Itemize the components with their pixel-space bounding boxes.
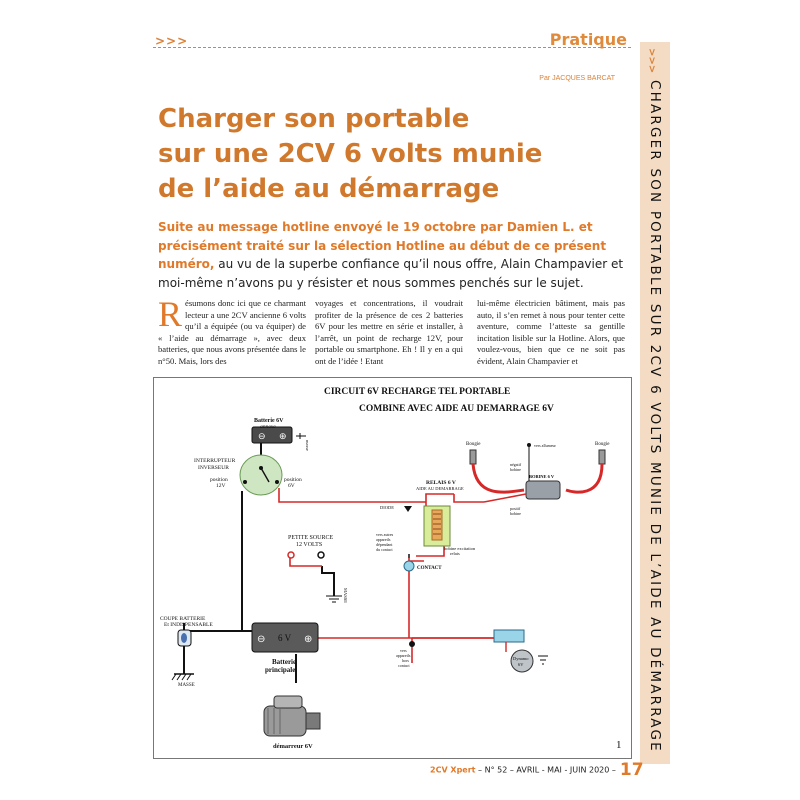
starter-motor [264, 696, 320, 750]
switch-12v: 12V [216, 483, 226, 489]
noncontact-1: vers [400, 648, 407, 653]
diagram-title-2: COMBINE AVEC AIDE AU DEMARRAGE 6V [359, 404, 554, 414]
diagram-title-1: CIRCUIT 6V RECHARGE TEL PORTABLE [324, 387, 511, 397]
spark-plug-right-label: Bougie [595, 442, 610, 447]
distributor-label: vers allumeur [534, 443, 556, 448]
lead-paragraph [158, 218, 628, 292]
annex-battery-label: Batterie 6V [254, 418, 284, 424]
switch-6v: 6V [288, 483, 295, 489]
noncontact-3: hors [402, 658, 409, 663]
svg-text:⊕: ⊕ [279, 431, 287, 441]
switch-label-1: INTERRUPTEUR [194, 458, 236, 464]
body-column-1 [158, 294, 306, 368]
diode-label: DIODE [380, 505, 394, 510]
main-battery-voltage: 6 V [278, 633, 292, 643]
relay-coil-label-1: bobine excitation [444, 546, 476, 551]
section-title: Pratique [549, 30, 627, 49]
wiring-diagram-svg [154, 378, 631, 758]
cutoff-label-1: COUPE BATTERIE [160, 616, 206, 622]
wiring-diagram [153, 377, 632, 759]
main-battery-label-2: principale [265, 666, 296, 674]
other-devices-2: appareils [376, 537, 391, 542]
page-number: 17 [619, 760, 644, 780]
source-label-2: 12 VOLTS [296, 542, 323, 548]
coil-positive-2: bobine [510, 511, 521, 516]
main-battery-label-1: Batterie [272, 658, 297, 666]
starter-label: démarreur 6V [273, 743, 313, 750]
switch-pos6: position [284, 477, 302, 483]
footer-issue: – N° 52 – AVRIL - MAI - JUIN 2020 – [475, 765, 616, 775]
body-column-1-text: ésumons donc ici que ce charmant lecteur a une 2CV ancienne 6 volts qu’il a équipée (ou va équiper) de « l’aide au démarrage », avec deux batteries, que nous avons présentée dans le n°50. Mais, lors des [158, 298, 306, 366]
title-line-3: de l’aide au démarrage [158, 174, 500, 204]
dynamo-voltage: 6V [518, 662, 524, 667]
coil-negative-1: négatif [510, 462, 522, 467]
relay-label-2: AIDE AU DEMARRAGE [416, 486, 464, 491]
coil-positive-1: positif [510, 506, 521, 511]
byline: Par JACQUES BARCAT [539, 75, 615, 82]
switch-pos12: position [210, 477, 228, 483]
title-line-1: Charger son portable [158, 104, 470, 134]
title-line-2: sur une 2CV 6 volts munie [158, 139, 543, 169]
contact-label: CONTACT [417, 566, 442, 571]
annex-masse-label: masse [305, 440, 310, 451]
battery-cutoff [160, 616, 213, 688]
coil-label: BOBINE 6 V [529, 474, 555, 479]
dynamo-label: Dynamo [513, 656, 529, 661]
other-devices-3: dépendant [376, 542, 393, 547]
noncontact-4: contact [398, 663, 410, 668]
drop-cap: R [158, 294, 183, 334]
diagram-page-number: 1 [616, 739, 622, 751]
lead-highlight: Suite au message hotline envoyé le 19 octobre par Damien L. et précisément traité sur la sélection Hotline au début de ce présent numéro, [158, 220, 607, 271]
noncontact-2: appareils [396, 653, 411, 658]
lead-rest: au vu de la superbe confiance qu’il nous offre, Alain Champavier et moi-même n’avons pu y résister et nous sommes penchés sur le sujet. [158, 257, 624, 290]
dynamo [494, 630, 548, 672]
body-column-2: voyages et concentrations, il voudrait profiter de la présence de ces 2 batteries 6V pour les mettre en série et installer, à l’arrêt, un point de recharge 12V, pour portable ou smartphone. Eh ! Il y en a qui ont de l’idée ! Etant [315, 298, 463, 366]
page-footer [430, 760, 650, 780]
annex-battery-sub: annexe [260, 424, 276, 430]
main-battery [252, 623, 318, 674]
cutoff-label-2: Et INDISPENSABLE [164, 622, 213, 628]
relay-label-1: RELAIS 6 V [426, 480, 456, 486]
article-title [158, 102, 628, 207]
other-devices-1: vers autres [376, 532, 394, 537]
switch-label-2: INVERSEUR [198, 465, 229, 471]
body-column-3: lui-même électricien bâtiment, mais pas auto, il s’en remet à nous pour tenter cette aventure, comme l’atteste sa gentille incitation lisible sur la Hotline. Alors, que voulez-vous, bien que ce ne soit pas évident, Alain Champavier et [477, 298, 625, 366]
other-devices-4: du contact [376, 547, 393, 552]
ignition-system [466, 442, 610, 516]
switch-inverter [194, 455, 302, 495]
relay-6v [380, 480, 476, 556]
sidebar-title: CHARGER SON PORTABLE SUR 2CV 6 VOLTS MUNIE DE L’AIDE AU DÉMARRAGE [647, 80, 663, 753]
svg-text:⊖: ⊖ [257, 634, 266, 645]
source-label-1: PETITE SOURCE [288, 535, 334, 541]
small-12v-source [288, 535, 348, 603]
source-masse: MASSE [343, 588, 348, 604]
relay-coil-label-2: relais [450, 551, 460, 556]
header-arrows: >>> [155, 34, 189, 48]
svg-text:⊖: ⊖ [258, 431, 266, 441]
sidebar-arrows: >>> [646, 48, 657, 74]
cutoff-masse: MASSE [178, 683, 195, 688]
spark-plug-left-label: Bougie [466, 442, 481, 447]
coil-negative-2: bobine [510, 467, 521, 472]
svg-text:⊕: ⊕ [304, 634, 313, 645]
footer-brand: 2CV Xpert [430, 765, 476, 775]
